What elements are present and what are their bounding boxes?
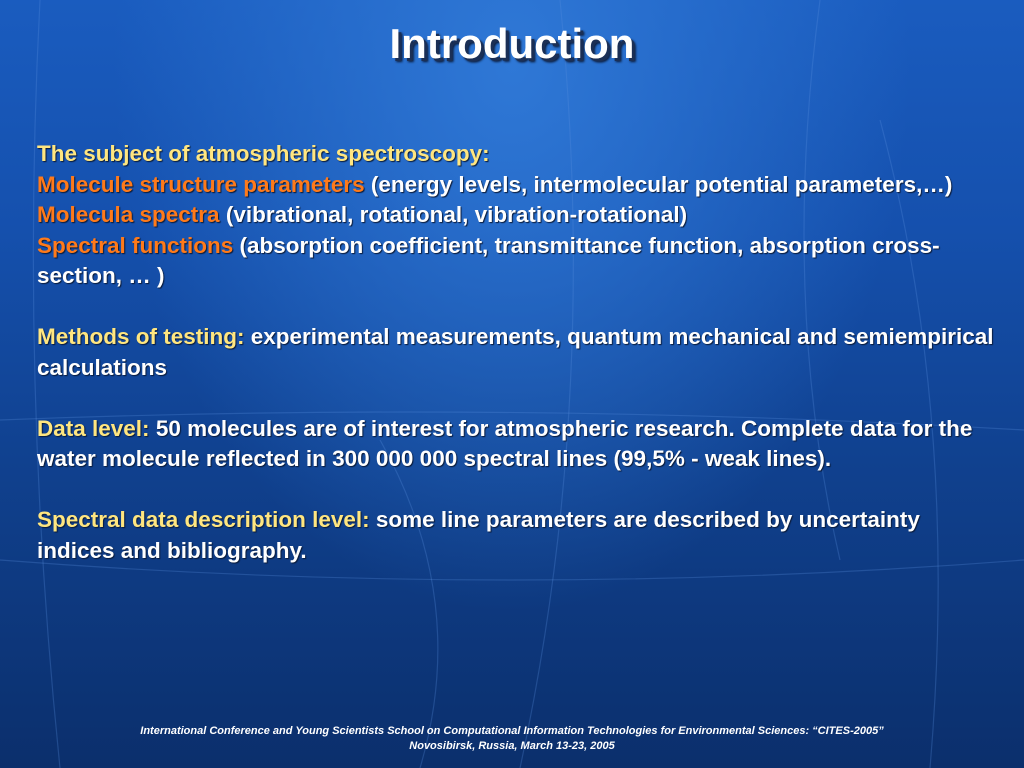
data-level-section — [37, 414, 997, 475]
methods-label: Methods of testing: — [37, 324, 245, 349]
subject-item-text: (energy levels, intermolecular potential parameters,…) — [364, 171, 953, 197]
description-level-text: some line parameters are described by uncertainty indices and bibliography. — [37, 507, 920, 563]
footer-location-date: Novosibirsk, Russia, March 13-23, 2005 — [409, 740, 615, 752]
data-level-label: Data level: — [37, 415, 150, 441]
subject-heading: The subject of atmospheric spectroscopy: — [37, 141, 490, 166]
subject-item-text: (vibrational, rotational, vibration-rotational) — [219, 202, 688, 227]
footer-conference: International Conference and Young Scientists School on Computational Information Technologies for Environmental Sciences: “CITES-2005” — [140, 725, 884, 737]
description-level-label: Spectral data description level: — [37, 507, 370, 532]
subject-item-text: (absorption coefficient, transmittance function, absorption cross-section, … ) — [37, 232, 940, 288]
subject-item-label: Molecula spectra — [37, 202, 220, 227]
slide-footer — [0, 724, 1024, 754]
slide-title: Introduction — [389, 20, 635, 67]
description-level-section — [37, 505, 997, 566]
slide-body — [37, 139, 997, 597]
subject-item-functions — [37, 231, 997, 292]
data-level-text: 50 molecules are of interest for atmospheric research. Complete data for the water molecule reflected in 300 000 000 spectral lines (99,5% - weak lines). — [37, 415, 973, 471]
subject-section — [37, 139, 997, 292]
subject-item-label: Molecule structure parameters — [37, 171, 365, 197]
subject-item-spectra — [37, 200, 997, 231]
methods-section — [37, 322, 997, 383]
subject-item-structure — [37, 170, 997, 201]
methods-text: experimental measurements, quantum mechanical and semiempirical calculations — [37, 324, 994, 380]
subject-item-label: Spectral functions — [37, 232, 234, 258]
